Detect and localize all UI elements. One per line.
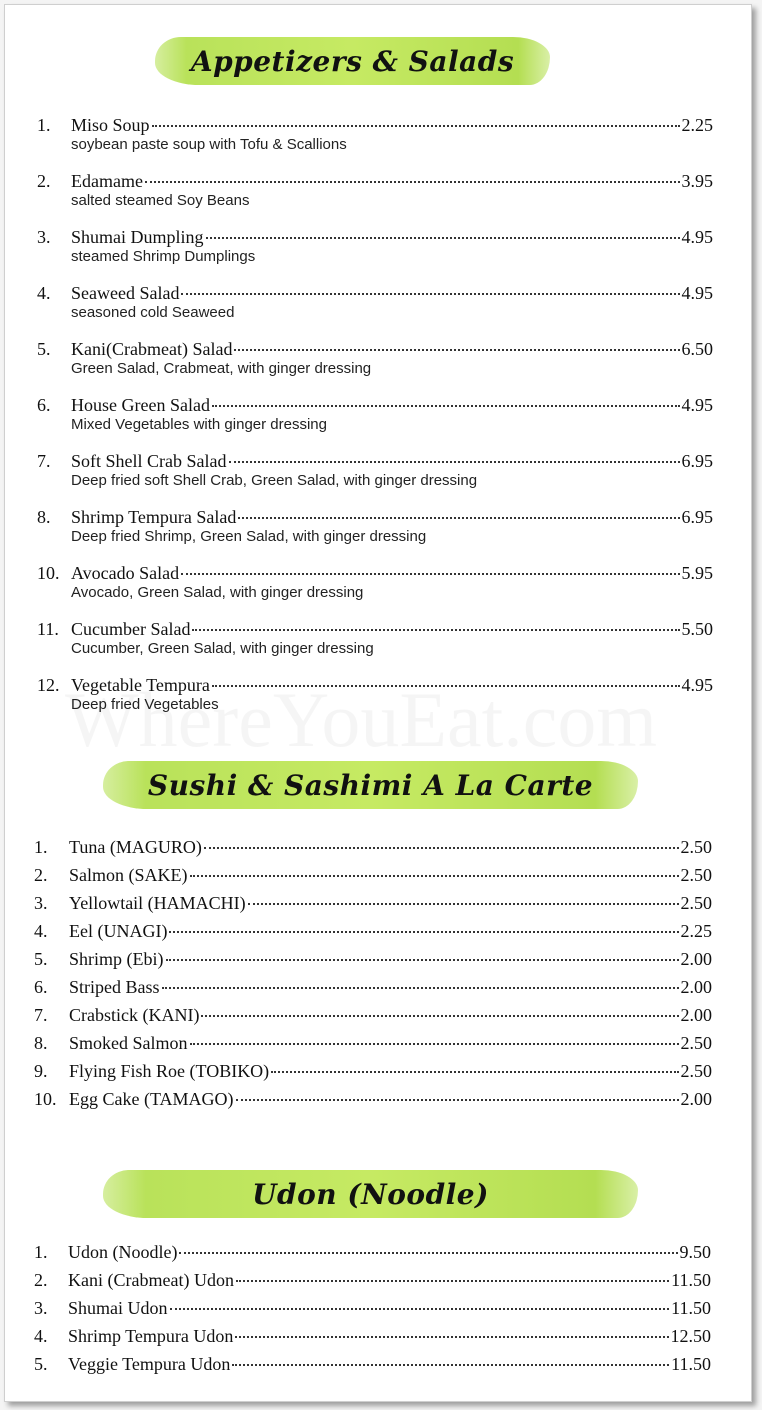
item-name: Salmon (SAKE): [69, 865, 188, 885]
menu-item: [5, 562, 751, 602]
item-name: Kani(Crabmeat) Salad: [71, 339, 233, 359]
item-price: 2.25: [681, 115, 713, 135]
item-description: seasoned cold Seaweed: [71, 304, 235, 321]
section-banner: [103, 761, 638, 809]
item-price: 5.50: [681, 619, 713, 639]
item-name: Flying Fish Roe (TOBIKO): [69, 1061, 270, 1081]
item-name: Striped Bass: [69, 977, 160, 997]
item-price: 2.00: [680, 1005, 712, 1025]
dot-leader: [271, 1071, 678, 1073]
item-description: Green Salad, Crabmeat, with ginger dressing: [71, 360, 372, 377]
item-price: 4.95: [681, 395, 713, 415]
item-price: 2.50: [680, 1033, 712, 1053]
item-number: 3.: [37, 227, 51, 247]
section-title: Sushi & Sashimi A La Carte: [147, 768, 594, 802]
menu-item: [5, 864, 751, 886]
dot-leader: [234, 349, 679, 351]
item-price: 2.50: [680, 1061, 712, 1081]
item-price: 11.50: [671, 1270, 711, 1290]
item-number: 5.: [37, 339, 51, 359]
item-price: 9.50: [679, 1242, 711, 1262]
item-price: 6.95: [681, 451, 713, 471]
item-number: 12.: [37, 675, 60, 695]
item-description: Mixed Vegetables with ginger dressing: [71, 416, 327, 433]
item-name: Cucumber Salad: [71, 619, 191, 639]
dot-leader: [190, 1043, 679, 1045]
item-number: 4.: [37, 283, 51, 303]
menu-item: [5, 1004, 751, 1026]
dot-leader: [229, 461, 680, 463]
dot-leader: [169, 931, 678, 933]
item-number: 3.: [34, 1298, 48, 1318]
menu-item: [5, 892, 751, 914]
menu-item: [5, 226, 751, 266]
menu-item: [5, 618, 751, 658]
item-name: Shrimp Tempura Salad: [71, 507, 237, 527]
item-price: 6.50: [681, 339, 713, 359]
item-price: 2.00: [680, 977, 712, 997]
dot-leader: [236, 1280, 669, 1282]
item-price: 4.95: [681, 283, 713, 303]
dot-leader: [166, 959, 679, 961]
item-number: 1.: [34, 837, 48, 857]
item-number: 10.: [37, 563, 60, 583]
dot-leader: [206, 237, 680, 239]
section-banner: [155, 37, 550, 85]
item-price: 11.50: [671, 1354, 711, 1374]
dot-leader: [145, 181, 680, 183]
dot-leader: [235, 1336, 668, 1338]
item-price: 11.50: [671, 1298, 711, 1318]
dot-leader: [248, 903, 679, 905]
item-number: 10.: [34, 1089, 57, 1109]
item-price: 2.50: [680, 837, 712, 857]
section-title: Udon (Noodle): [252, 1177, 489, 1211]
dot-leader: [201, 1015, 678, 1017]
item-name: Miso Soup: [71, 115, 150, 135]
item-name: Soft Shell Crab Salad: [71, 451, 227, 471]
dot-leader: [179, 1252, 677, 1254]
item-description: steamed Shrimp Dumplings: [71, 248, 256, 265]
item-description: Deep fried Shrimp, Green Salad, with ginger dressing: [71, 528, 427, 545]
item-name: Eel (UNAGI): [69, 921, 168, 941]
item-name: Smoked Salmon: [69, 1033, 188, 1053]
menu-item: [5, 394, 751, 434]
item-price: 12.50: [670, 1326, 711, 1346]
item-name: Shrimp Tempura Udon: [68, 1326, 234, 1346]
menu-item: [5, 1088, 751, 1110]
item-number: 2.: [37, 171, 51, 191]
section-title: Appetizers & Salads: [190, 44, 515, 78]
item-price: 5.95: [681, 563, 713, 583]
dot-leader: [190, 875, 679, 877]
item-number: 5.: [34, 1354, 48, 1374]
menu-item: [5, 1325, 751, 1347]
dot-leader: [232, 1364, 669, 1366]
item-number: 8.: [37, 507, 51, 527]
item-number: 7.: [34, 1005, 48, 1025]
item-name: Shrimp (Ebi): [69, 949, 164, 969]
dot-leader: [181, 573, 679, 575]
item-price: 2.50: [680, 865, 712, 885]
menu-item: [5, 920, 751, 942]
menu-item: [5, 506, 751, 546]
item-name: Udon (Noodle): [68, 1242, 178, 1262]
item-name: Edamame: [71, 171, 143, 191]
menu-item: [5, 1241, 751, 1263]
item-name: Yellowtail (HAMACHI): [69, 893, 246, 913]
dot-leader: [152, 125, 680, 127]
item-description: soybean paste soup with Tofu & Scallions: [71, 136, 347, 153]
dot-leader: [238, 517, 679, 519]
item-description: Deep fried Vegetables: [71, 696, 219, 713]
menu-page: [4, 4, 752, 1402]
menu-item: [5, 1032, 751, 1054]
item-name: Seaweed Salad: [71, 283, 180, 303]
item-number: 4.: [34, 1326, 48, 1346]
item-number: 4.: [34, 921, 48, 941]
dot-leader: [192, 629, 679, 631]
item-price: 2.00: [680, 1089, 712, 1109]
item-description: Avocado, Green Salad, with ginger dressing: [71, 584, 364, 601]
item-name: Egg Cake (TAMAGO): [69, 1089, 234, 1109]
dot-leader: [204, 847, 679, 849]
item-description: salted steamed Soy Beans: [71, 192, 250, 209]
item-price: 3.95: [681, 171, 713, 191]
item-price: 2.00: [680, 949, 712, 969]
item-description: Deep fried soft Shell Crab, Green Salad, with ginger dressing: [71, 472, 478, 489]
item-price: 4.95: [681, 675, 713, 695]
dot-leader: [212, 405, 680, 407]
menu-item: [5, 450, 751, 490]
item-name: House Green Salad: [71, 395, 210, 415]
item-name: Kani (Crabmeat) Udon: [68, 1270, 234, 1290]
menu-item: [5, 948, 751, 970]
menu-item: [5, 674, 751, 714]
menu-item: [5, 1269, 751, 1291]
item-description: Cucumber, Green Salad, with ginger dressing: [71, 640, 374, 657]
item-number: 11.: [37, 619, 59, 639]
item-name: Crabstick (KANI): [69, 1005, 200, 1025]
item-price: 2.25: [680, 921, 712, 941]
menu-item: [5, 282, 751, 322]
item-number: 5.: [34, 949, 48, 969]
dot-leader: [181, 293, 679, 295]
dot-leader: [170, 1308, 670, 1310]
dot-leader: [162, 987, 679, 989]
item-name: Veggie Tempura Udon: [68, 1354, 231, 1374]
item-number: 7.: [37, 451, 51, 471]
item-name: Avocado Salad: [71, 563, 180, 583]
section-banner: [103, 1170, 638, 1218]
item-price: 4.95: [681, 227, 713, 247]
item-name: Vegetable Tempura: [71, 675, 210, 695]
item-price: 6.95: [681, 507, 713, 527]
item-number: 8.: [34, 1033, 48, 1053]
menu-item: [5, 114, 751, 154]
item-name: Shumai Dumpling: [71, 227, 204, 247]
item-number: 6.: [34, 977, 48, 997]
item-name: Tuna (MAGURO): [69, 837, 202, 857]
item-number: 1.: [34, 1242, 48, 1262]
item-number: 2.: [34, 865, 48, 885]
menu-item: [5, 836, 751, 858]
menu-item: [5, 1297, 751, 1319]
dot-leader: [212, 685, 680, 687]
dot-leader: [236, 1099, 679, 1101]
item-number: 1.: [37, 115, 51, 135]
menu-item: [5, 1060, 751, 1082]
menu-item: [5, 338, 751, 378]
item-number: 6.: [37, 395, 51, 415]
item-number: 9.: [34, 1061, 48, 1081]
menu-item: [5, 170, 751, 210]
menu-item: [5, 976, 751, 998]
item-number: 3.: [34, 893, 48, 913]
item-name: Shumai Udon: [68, 1298, 168, 1318]
item-number: 2.: [34, 1270, 48, 1290]
menu-item: [5, 1353, 751, 1375]
item-price: 2.50: [680, 893, 712, 913]
